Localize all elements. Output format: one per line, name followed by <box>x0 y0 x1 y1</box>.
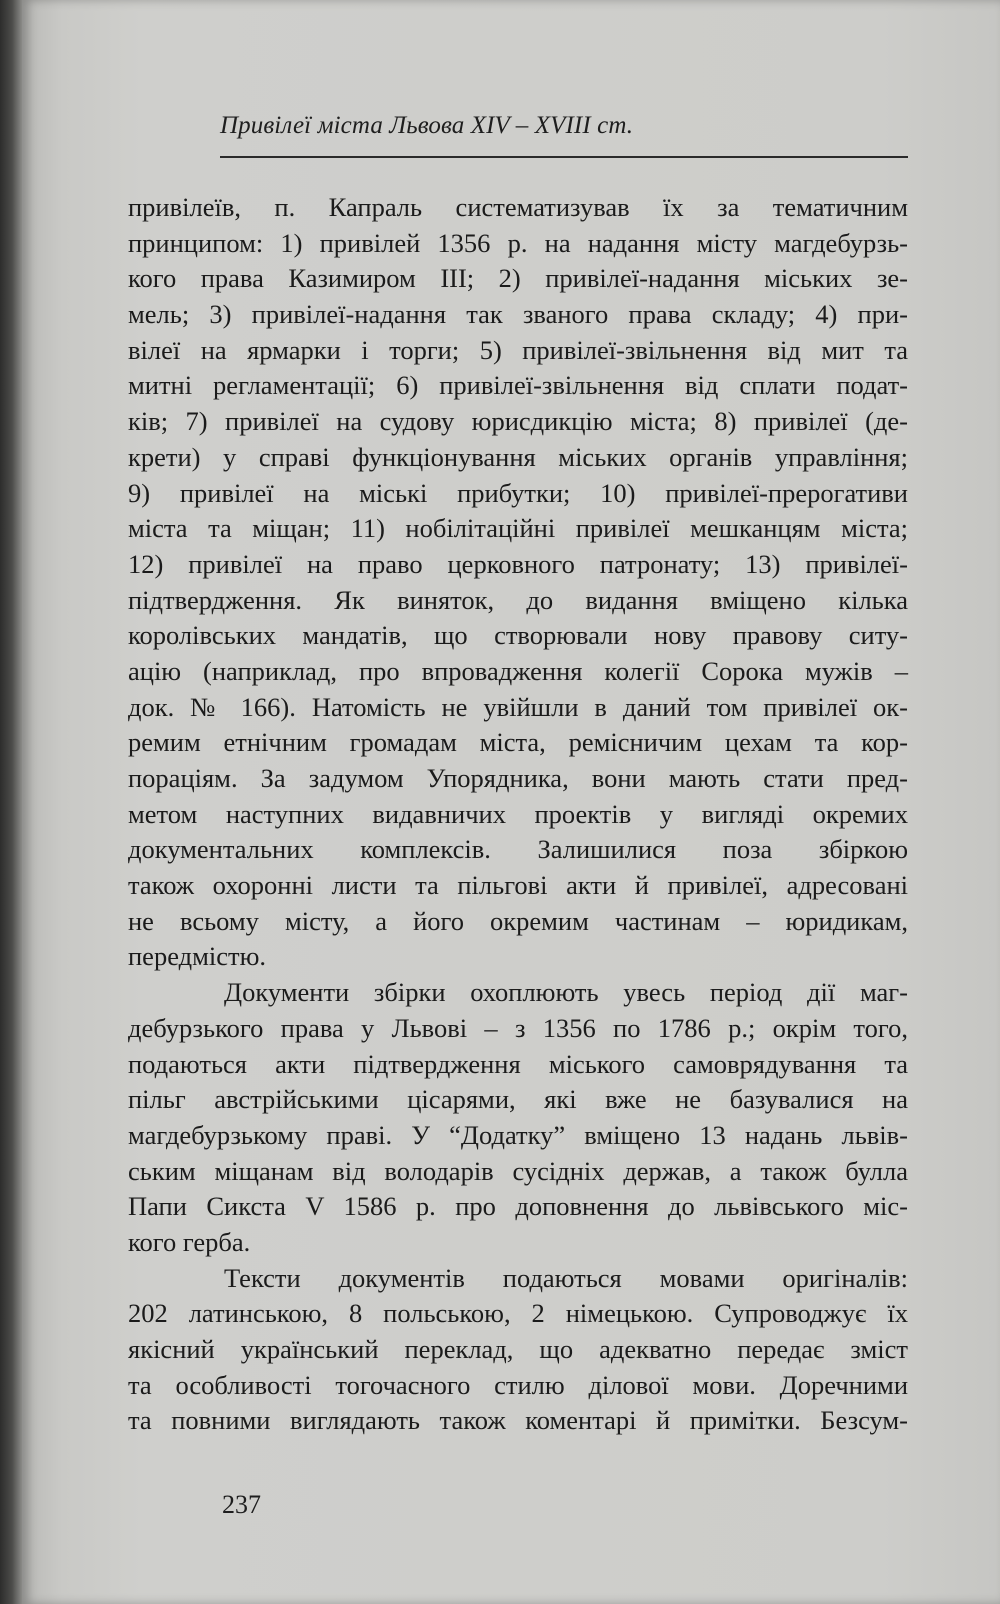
text-line: ремим етнічним громадам міста, ремісничим цехам та кор- <box>128 727 908 758</box>
text-line: дебурзького права у Львові – з 1356 по 1786 р.; окрім того, <box>128 1012 908 1043</box>
text-line: Папи Сикста V 1586 р. про доповнення до львівського міс- <box>128 1191 908 1222</box>
text-line: підтвердження. Як виняток, до видання вміщено кілька <box>128 584 908 615</box>
text-line: королівських мандатів, що створювали нову правову ситу- <box>128 620 908 651</box>
text-line: не всьому місту, а його окремим частинам – юридикам, <box>128 905 908 936</box>
text-line: подаються акти підтвердження міського самоврядування та <box>128 1048 908 1079</box>
text-line: передмістю. <box>128 941 266 972</box>
text-line: також охоронні листи та пільгові акти й привілеї, адресовані <box>128 870 908 901</box>
running-head: Привілеї міста Львова XIV – XVIII ст. <box>220 112 634 139</box>
text-line: вілеї на ярмарки і торги; 5) привілеї-звільнення від мит та <box>128 334 908 365</box>
text-line: Документи збірки охоплюють увесь період дії маг- <box>224 977 908 1008</box>
text-line: 202 латинською, 8 польською, 2 німецькою. Супроводжує їх <box>128 1298 908 1329</box>
text-line: 9) привілеї на міські прибутки; 10) привілеї-прерогативи <box>128 477 908 508</box>
text-line: крети) у справі функціонування міських органів управління; <box>128 441 908 472</box>
text-line: док. № 166). Натомість не увійшли в даний том привілеї ок- <box>128 691 908 722</box>
text-line: мель; 3) привілеї-надання так званого права складу; 4) при- <box>128 299 908 330</box>
text-line: привілеїв, п. Капраль систематизував їх за тематичним <box>128 192 908 222</box>
text-line: кого герба. <box>128 1226 251 1257</box>
text-line: Тексти документів подаються мовами оригіналів: <box>224 1262 908 1293</box>
text-line: митні регламентації; 6) привілеї-звільнення від сплати подат- <box>128 370 908 401</box>
header-rule <box>220 156 908 158</box>
page-number: 237 <box>222 1490 261 1519</box>
text-line: магдебурзькому праві. У “Додатку” вміщено 13 надань львів- <box>128 1119 908 1150</box>
text-line: та повними виглядають також коментарі й примітки. Безсум- <box>128 1405 908 1436</box>
text-line: кого права Казимиром III; 2) привілеї-надання міських зе- <box>128 263 908 294</box>
book-page <box>22 0 1000 1604</box>
text-line: якісний український переклад, що адекватно передає зміст <box>128 1334 908 1364</box>
text-line: ків; 7) привілеї на судову юрисдикцію міста; 8) привілеї (де- <box>128 406 908 437</box>
text-line: та особливості тогочасного стилю ділової мови. Доречними <box>128 1369 908 1400</box>
text-line: міста та міщан; 11) нобілітаційні привілеї мешканцям міста; <box>128 513 908 544</box>
body-text <box>128 190 908 1439</box>
book-spine-shadow <box>0 0 22 1604</box>
text-line: пораціям. За задумом Упорядника, вони мають стати пред- <box>128 763 908 793</box>
text-line: ським міщанам від володарів сусідніх держав, а також булла <box>128 1155 908 1186</box>
text-line: 12) привілеї на право церковного патронату; 13) привілеї- <box>128 548 908 579</box>
text-line: ацію (наприклад, про впровадження колегії Сорока мужів – <box>128 655 908 686</box>
text-line: документальних комплексів. Залишилися поза збіркою <box>128 834 908 865</box>
text-line: метом наступних видавничих проектів у вигляді окремих <box>128 798 908 829</box>
text-line: пільг австрійськими цісарями, які вже не базувалися на <box>128 1084 908 1115</box>
text-line: принципом: 1) привілей 1356 р. на надання місту магдебурзь- <box>128 227 908 258</box>
